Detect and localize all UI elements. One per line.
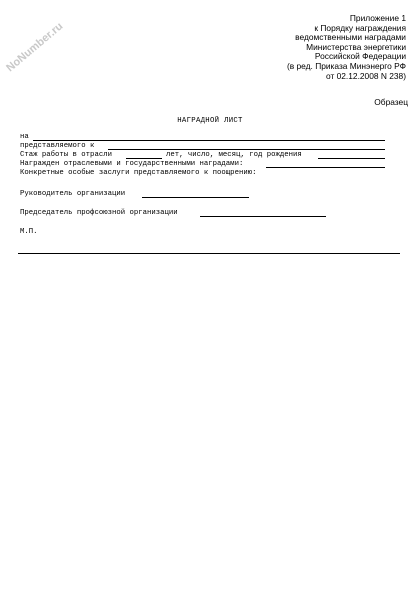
form-line-presented (20, 142, 385, 151)
form-line-union (20, 209, 385, 218)
awarded-label: Награжден отраслевыми и государственными наградами: (20, 160, 244, 168)
watermark (4, 20, 104, 80)
bottom-rule (18, 253, 400, 254)
work-exp-field[interactable] (126, 151, 162, 159)
head-signature-field[interactable] (142, 190, 249, 198)
work-exp-mid-label: лет, число, месяц, год рождения (166, 151, 302, 159)
form-line-work-exp (20, 151, 385, 160)
header-line: ведомственными наградами (295, 32, 406, 43)
presented-field[interactable] (108, 142, 385, 150)
birth-date-field[interactable] (318, 151, 385, 159)
form-line-merits (20, 169, 385, 178)
union-signature-field[interactable] (200, 209, 326, 217)
on-label: на (20, 133, 29, 141)
form-line-on (20, 133, 385, 142)
header-line: Российской Федерации (314, 51, 406, 62)
union-label: Председатель профсоюзной организации (20, 209, 178, 217)
form-title: НАГРАДНОЙ ЛИСТ (177, 117, 243, 125)
on-field[interactable] (33, 133, 385, 141)
watermark-text: NoNumber.ru (4, 20, 66, 75)
merits-label: Конкретные особые заслуги представляемого к поощрению: (20, 169, 257, 177)
header-line: к Порядку награждения (314, 22, 406, 33)
header-line: Министерства энергетики (306, 41, 406, 52)
header-line: от 02.12.2008 N 238) (325, 70, 406, 81)
header-line: Приложение 1 (349, 13, 406, 23)
head-label: Руководитель организации (20, 190, 126, 198)
form-line-awarded (20, 160, 385, 169)
work-exp-label: Стаж работы в отрасли (20, 151, 112, 159)
stamp-label: М.П. (20, 228, 38, 236)
awarded-field[interactable] (266, 160, 385, 168)
appendix-header (287, 14, 406, 81)
presented-label: представляемого к (20, 142, 95, 150)
header-line: (в ред. Приказа Минэнерго РФ (286, 60, 406, 71)
sample-label: Образец (374, 97, 408, 107)
form-line-head (20, 190, 385, 199)
form-line-stamp (20, 228, 385, 237)
